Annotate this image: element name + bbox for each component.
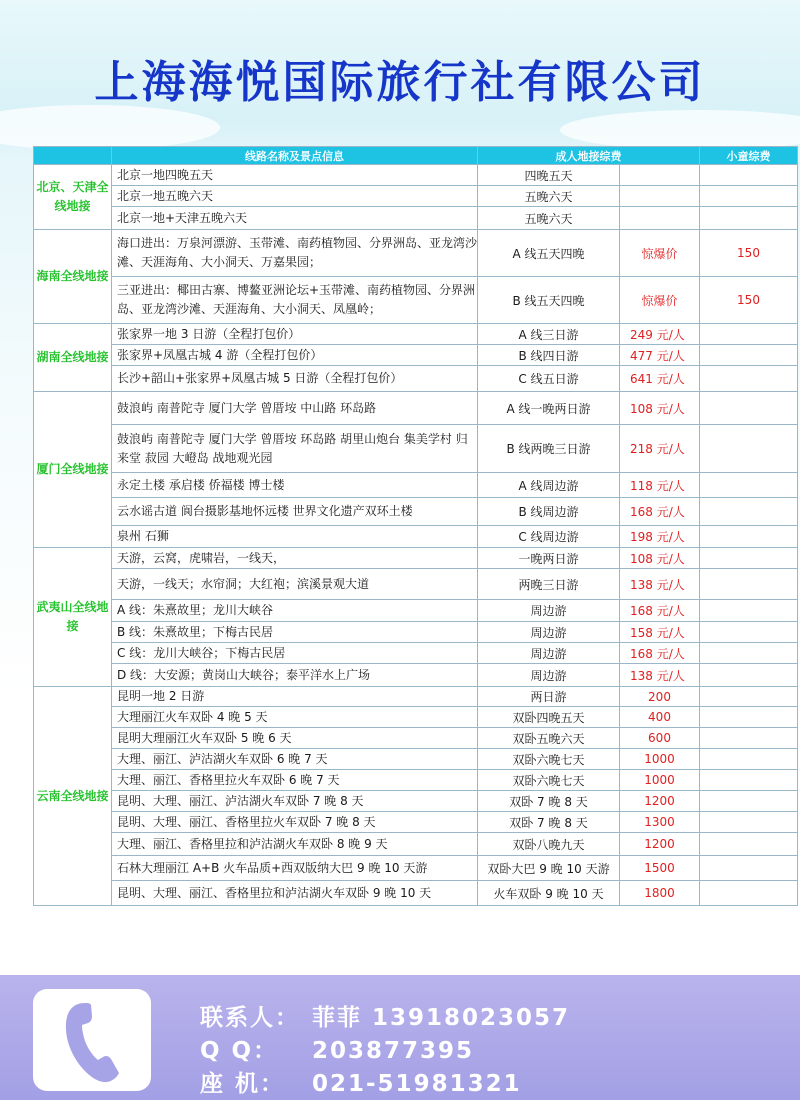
route-line: 四晚五天: [478, 165, 620, 186]
region-hainan: 海南全线地接: [34, 230, 112, 324]
adult-price: 108 元/人: [620, 548, 700, 569]
route-name: 石林大理丽江 A+B 火车品质+西双版纳大巴 9 晚 10 天游: [112, 856, 478, 881]
child-price: [700, 643, 798, 664]
route-name: 北京一地四晚五天: [112, 165, 478, 186]
adult-price: 168 元/人: [620, 600, 700, 622]
route-name: 大理、丽江、香格里拉火车双卧 6 晚 7 天: [112, 770, 478, 791]
table-row: [34, 770, 798, 791]
table-row: [34, 622, 798, 643]
route-name: 昆明一地 2 日游: [112, 687, 478, 707]
route-line: 周边游: [478, 622, 620, 643]
route-line: B 线五天四晚: [478, 277, 620, 324]
route-name: 昆明、大理、丽江、泸沽湖火车双卧 7 晚 8 天: [112, 791, 478, 812]
child-price: [700, 324, 798, 345]
contact-person-label: 联系人：: [200, 1005, 300, 1031]
table-row: [34, 791, 798, 812]
child-price: [700, 473, 798, 498]
route-name: 鼓浪屿 南普陀寺 厦门大学 曾厝垵 中山路 环岛路: [112, 392, 478, 425]
table-row: [34, 498, 798, 526]
route-name: 北京一地五晚六天: [112, 186, 478, 207]
adult-price: 168 元/人: [620, 643, 700, 664]
route-name: B 线：朱熹故里；下梅古民居: [112, 622, 478, 643]
route-line: C 线周边游: [478, 526, 620, 548]
region-yunnan: 云南全线地接: [34, 687, 112, 906]
route-line: 火车双卧 9 晚 10 天: [478, 881, 620, 906]
table-row: [34, 687, 798, 707]
table-row: [34, 856, 798, 881]
adult-price: [620, 165, 700, 186]
route-name: 鼓浪屿 南普陀寺 厦门大学 曾厝垵 环岛路 胡里山炮台 集美学村 归来堂 菽园 大嶝岛 战地观光园: [112, 425, 478, 473]
child-price: [700, 600, 798, 622]
table-row: [34, 392, 798, 425]
child-price: [700, 345, 798, 366]
child-price: [700, 425, 798, 473]
adult-price: 600: [620, 728, 700, 749]
adult-price: 118 元/人: [620, 473, 700, 498]
route-line: 五晚六天: [478, 207, 620, 230]
child-price: [700, 186, 798, 207]
region-hunan: 湖南全线地接: [34, 324, 112, 392]
table-row: [34, 548, 798, 569]
contact-person-line: [200, 999, 570, 1032]
route-name: 海口进出：万泉河漂游、玉带滩、南药植物园、分界洲岛、亚龙湾沙滩、天涯海角、大小洞天、万嘉果园；: [112, 230, 478, 277]
route-name: 天游，一线天；水帘洞；大红袍；滨溪景观大道: [112, 569, 478, 600]
route-line: A 线周边游: [478, 473, 620, 498]
route-line: A 线五天四晚: [478, 230, 620, 277]
child-price: [700, 770, 798, 791]
route-name: 云水谣古道 阆台摄影基地怀远楼 世界文化遗产双环土楼: [112, 498, 478, 526]
route-name: 张家界+凤凰古城 4 游（全程打包价）: [112, 345, 478, 366]
route-line: B 线四日游: [478, 345, 620, 366]
adult-price: 1200: [620, 791, 700, 812]
route-name: 长沙+韶山+张家界+凤凰古城 5 日游（全程打包价）: [112, 366, 478, 392]
table-row: [34, 812, 798, 833]
adult-price: 641 元/人: [620, 366, 700, 392]
contact-phone-value: 021-51981321: [312, 1071, 522, 1097]
adult-price: 138 元/人: [620, 664, 700, 687]
contact-phone-label: 座 机：: [200, 1071, 286, 1097]
adult-price: 200: [620, 687, 700, 707]
adult-price: 218 元/人: [620, 425, 700, 473]
company-title: 上海海悦国际旅行社有限公司: [94, 57, 706, 108]
child-price: [700, 728, 798, 749]
route-line: 五晚六天: [478, 186, 620, 207]
table-row: [34, 425, 798, 473]
route-line: A 线三日游: [478, 324, 620, 345]
region-xiamen: 厦门全线地接: [34, 392, 112, 548]
route-line: 双卧 7 晚 8 天: [478, 812, 620, 833]
child-price: [700, 664, 798, 687]
child-price: [700, 687, 798, 707]
child-price: [700, 749, 798, 770]
child-price: [700, 833, 798, 856]
route-line: 双卧六晚七天: [478, 749, 620, 770]
route-name: 泉州 石狮: [112, 526, 478, 548]
route-line: B 线两晚三日游: [478, 425, 620, 473]
child-price: 150: [700, 230, 798, 277]
table-row: [34, 664, 798, 687]
adult-price: 198 元/人: [620, 526, 700, 548]
table-row: [34, 366, 798, 392]
route-line: B 线周边游: [478, 498, 620, 526]
header-child-price: 小童综费: [700, 147, 798, 165]
header-adult-price: 成人地接综费: [478, 147, 700, 165]
route-name: 永定土楼 承启楼 侨福楼 博士楼: [112, 473, 478, 498]
table-row: [34, 881, 798, 906]
adult-price: 138 元/人: [620, 569, 700, 600]
contact-phone-line: [200, 1065, 522, 1098]
table-row: [34, 569, 798, 600]
contact-footer: [0, 975, 800, 1100]
child-price: [700, 569, 798, 600]
child-price: [700, 881, 798, 906]
route-line: 周边游: [478, 643, 620, 664]
child-price: [700, 812, 798, 833]
table-row: [34, 277, 798, 324]
adult-price: 1300: [620, 812, 700, 833]
table-row: [34, 643, 798, 664]
route-name: 北京一地+天津五晚六天: [112, 207, 478, 230]
adult-price: 158 元/人: [620, 622, 700, 643]
child-price: [700, 526, 798, 548]
table-row: [34, 749, 798, 770]
table-row: [34, 207, 798, 230]
header-route: 线路名称及景点信息: [112, 147, 478, 165]
adult-price: [620, 207, 700, 230]
adult-price: 1000: [620, 770, 700, 791]
route-line: 两晚三日游: [478, 569, 620, 600]
adult-price: [620, 186, 700, 207]
header-region-cell: [34, 147, 112, 165]
table-row: [34, 600, 798, 622]
route-name: 大理、丽江、香格里拉和泸沽湖火车双卧 8 晚 9 天: [112, 833, 478, 856]
adult-price: 1500: [620, 856, 700, 881]
route-line: 双卧八晚九天: [478, 833, 620, 856]
child-price: [700, 498, 798, 526]
contact-qq-label: Q Q：: [200, 1038, 279, 1064]
adult-price: 108 元/人: [620, 392, 700, 425]
route-name: D 线：大安源；黄岗山大峡谷；泰平洋水上广场: [112, 664, 478, 687]
route-line: 双卧 7 晚 8 天: [478, 791, 620, 812]
table-row: [34, 345, 798, 366]
phone-icon-box: [33, 989, 151, 1091]
adult-price: 477 元/人: [620, 345, 700, 366]
region-wuyishan: 武夷山全线地接: [34, 548, 112, 687]
child-price: [700, 707, 798, 728]
route-line: 周边游: [478, 664, 620, 687]
adult-price: 1200: [620, 833, 700, 856]
route-name: C 线：龙川大峡谷；下梅古民居: [112, 643, 478, 664]
route-name: 天游，云窝，虎啸岩，一线天，: [112, 548, 478, 569]
child-price: [700, 366, 798, 392]
table-header-row: [34, 147, 798, 165]
adult-price: 400: [620, 707, 700, 728]
route-name: 张家界一地 3 日游（全程打包价）: [112, 324, 478, 345]
child-price: [700, 622, 798, 643]
route-name: 大理、丽江、泸沽湖火车双卧 6 晚 7 天: [112, 749, 478, 770]
region-beijing: 北京、天津全线地接: [34, 165, 112, 230]
route-name: 昆明、大理、丽江、香格里拉和泸沽湖火车双卧 9 晚 10 天: [112, 881, 478, 906]
table-row: [34, 165, 798, 186]
adult-price: 1000: [620, 749, 700, 770]
adult-price: 惊爆价: [620, 230, 700, 277]
child-price: [700, 392, 798, 425]
table-row: [34, 230, 798, 277]
child-price: [700, 165, 798, 186]
route-price-table-card: [33, 146, 797, 924]
table-row: [34, 324, 798, 345]
route-line: 两日游: [478, 687, 620, 707]
table-row: [34, 707, 798, 728]
phone-handset-icon: [33, 989, 151, 1091]
route-line: A 线一晚两日游: [478, 392, 620, 425]
route-name: A 线：朱熹故里；龙川大峡谷: [112, 600, 478, 622]
contact-person-value: 菲菲 13918023057: [312, 1005, 571, 1031]
child-price: [700, 548, 798, 569]
table-row: [34, 473, 798, 498]
route-name: 三亚进出：椰田古寨、博鳌亚洲论坛+玉带滩、南药植物园、分界洲岛、亚龙湾沙滩、天涯海角、大小洞天、凤凰岭；: [112, 277, 478, 324]
table-row: [34, 728, 798, 749]
route-line: 周边游: [478, 600, 620, 622]
route-line: 双卧五晚六天: [478, 728, 620, 749]
route-line: C 线五日游: [478, 366, 620, 392]
route-line: 一晚两日游: [478, 548, 620, 569]
route-line: 双卧大巴 9 晚 10 天游: [478, 856, 620, 881]
child-price: [700, 856, 798, 881]
contact-qq-value: 203877395: [312, 1038, 475, 1064]
adult-price: 惊爆价: [620, 277, 700, 324]
table-row: [34, 186, 798, 207]
child-price: [700, 791, 798, 812]
route-name: 昆明大理丽江火车双卧 5 晚 6 天: [112, 728, 478, 749]
table-row: [34, 833, 798, 856]
adult-price: 249 元/人: [620, 324, 700, 345]
adult-price: 168 元/人: [620, 498, 700, 526]
route-name: 大理丽江火车双卧 4 晚 5 天: [112, 707, 478, 728]
route-price-table: [33, 146, 798, 906]
route-name: 昆明、大理、丽江、香格里拉火车双卧 7 晚 8 天: [112, 812, 478, 833]
child-price: [700, 207, 798, 230]
route-line: 双卧六晚七天: [478, 770, 620, 791]
route-line: 双卧四晚五天: [478, 707, 620, 728]
table-row: [34, 526, 798, 548]
contact-qq-line: [200, 1032, 474, 1065]
child-price: 150: [700, 277, 798, 324]
adult-price: 1800: [620, 881, 700, 906]
